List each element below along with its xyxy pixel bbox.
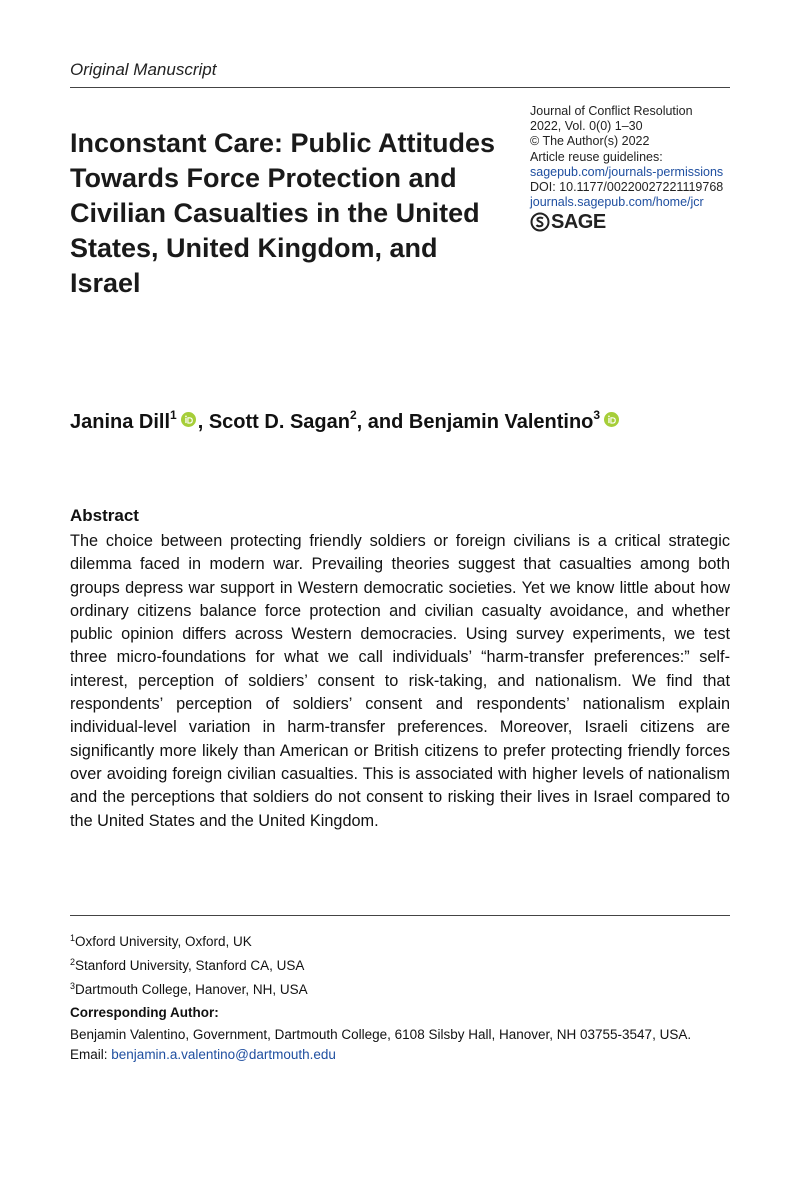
sage-logo [530, 212, 723, 232]
affiliation-number: 2 [70, 957, 76, 967]
affiliation-item [70, 952, 308, 976]
author-list [70, 408, 621, 434]
journal-name: Journal of Conflict Resolution [530, 104, 693, 118]
sage-logo-icon [530, 212, 550, 232]
reuse-link[interactable]: sagepub.com/journals-permissions [530, 164, 724, 179]
affiliation-number: 3 [70, 981, 76, 991]
corresponding-details [70, 1025, 691, 1065]
author-affiliation-marker: 3 [593, 408, 601, 422]
abstract-text: The choice between protecting friendly soldiers or foreign civilians is a critical strategic dilemma faced in modern war. Prevailing theories suggest that casualties among both groups depress war support in Western democratic societies. Yet we know little about how ordinary citizens balance force protection and civilian casualty avoidance, and whether public opinion differs across Western democracies. Using survey experiments, we test three micro-foundations for what we call individuals’ “harm-transfer preferences:” self-interest, perception of soldiers’ consent to risk-taking, and nationalism. We find that respondents’ perception of soldiers’ consent and respondents’ nationalism explain individual-level variation in harm-transfer preferences. Moreover, Israeli citizens are significantly more likely than American or British citizens to prefer protecting friendly forces over avoiding foreign civilian casualties. This is associated with higher levels of nationalism and the perceptions that soldiers do not consent to risking their lives in Israel compared to the United States and the United Kingdom. [70, 532, 730, 830]
author-name: Benjamin Valentino [408, 411, 594, 433]
email-link[interactable]: benjamin.a.valentino@dartmouth.edu [111, 1047, 336, 1062]
author-separator: , and [356, 411, 409, 433]
corresponding-address: Benjamin Valentino, Government, Dartmouth College, 6108 Silsby Hall, Hanover, NH 03755-3547, USA. [70, 1027, 692, 1042]
affiliation-text: Dartmouth College, Hanover, NH, USA [75, 982, 308, 997]
footnote-rule [70, 915, 730, 916]
author-separator: , [197, 411, 209, 433]
reuse-label: Article reuse guidelines: [530, 149, 663, 164]
affiliation-number: 1 [70, 933, 76, 943]
copyright: © The Author(s) 2022 [530, 134, 650, 149]
affiliation-text: Stanford University, Stanford CA, USA [75, 958, 305, 973]
orcid-icon[interactable] [181, 412, 196, 427]
corresponding-email-line [70, 1045, 691, 1065]
affiliation-text: Oxford University, Oxford, UK [75, 934, 252, 949]
header-rule [70, 87, 730, 88]
journal-link[interactable]: journals.sagepub.com/home/jcr [530, 195, 704, 210]
journal-volume: 2022, Vol. 0(0) 1–30 [530, 119, 643, 134]
abstract-heading: Abstract [70, 506, 139, 525]
orcid-icon[interactable] [604, 412, 619, 427]
author-affiliation-marker: 1 [170, 408, 177, 422]
corresponding-heading: Corresponding Author: [70, 1005, 219, 1020]
sage-logo-text: SAGE [551, 210, 606, 233]
author-name: Janina Dill [70, 411, 171, 433]
author-name: Scott D. Sagan [208, 411, 350, 433]
affiliation-item [70, 976, 308, 1000]
article-type: Original Manuscript [70, 60, 217, 79]
author-affiliation-marker: 2 [349, 408, 357, 422]
affiliation-item [70, 928, 308, 952]
article-title: Inconstant Care: Public Attitudes Towards Force Protection and Civilian Casualties in the United States, United Kingdom, and Israel [70, 128, 496, 298]
affiliation-list [70, 928, 308, 1000]
journal-meta [530, 104, 723, 232]
email-label: Email: [70, 1047, 108, 1062]
doi[interactable]: DOI: 10.1177/00220027221119768 [530, 180, 724, 195]
